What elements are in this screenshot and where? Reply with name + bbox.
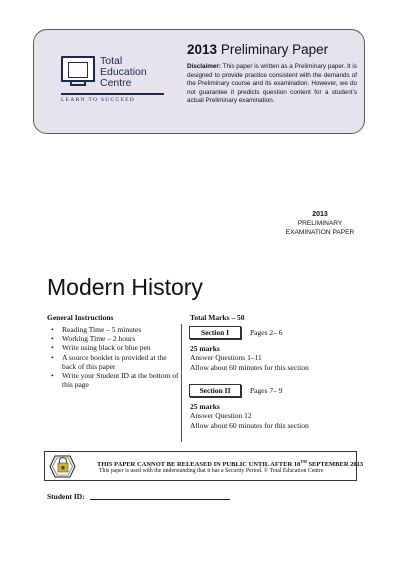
paper-title: [187, 42, 328, 57]
section-1-time: Allow about 60 minutes for this section: [190, 363, 309, 372]
section-2-pages: Pages 7– 9: [250, 386, 283, 395]
security-understanding: This paper is used with the understanding that it has a Security Period. © Total Education Centre: [99, 468, 324, 474]
paper-year: 2013: [187, 42, 218, 57]
section-1-marks: 25 marks: [190, 344, 220, 353]
logo-name-line-1: Total: [100, 55, 123, 67]
logo-name-line-2: Education: [100, 66, 147, 78]
section-2-answer: Answer Question 12: [190, 411, 252, 420]
section-1-pages: Pages 2– 6: [250, 328, 283, 337]
student-id-blank: [90, 499, 230, 500]
general-instructions-list: [51, 325, 181, 389]
security-release-notice: THIS PAPER CANNOT BE RELEASED IN PUBLIC UNTIL AFTER 18TH SEPTEMBER 2013: [97, 459, 364, 469]
subject-title: Modern History: [47, 274, 203, 300]
logo-name-line-3: Centre: [100, 77, 132, 89]
section-2-marks: 25 marks: [190, 402, 220, 411]
monitor-book-icon: [61, 56, 95, 82]
instruction-item: • Working Time – 2 hours: [51, 334, 181, 343]
logo-rule: [61, 93, 164, 95]
total-marks-title: Total Marks – 50: [190, 313, 245, 322]
logo-tagline: LEARN TO SUCCEED: [61, 97, 136, 103]
exam-line-2: EXAMINATION PAPER: [285, 229, 355, 236]
monitor-stand: [70, 82, 86, 86]
instruction-item: • Write using black or blue pen: [51, 343, 181, 352]
exam-line-1: PRELIMINARY: [297, 220, 343, 227]
disclaimer: [187, 63, 357, 106]
section-1-answer: Answer Questions 1–11: [190, 353, 262, 362]
instruction-item: • A source booklet is provided at the back of this paper: [51, 353, 181, 371]
general-instructions-title: General Instructions: [47, 313, 114, 322]
column-divider: [181, 324, 182, 442]
section-2-time: Allow about 60 minutes for this section: [190, 421, 309, 430]
disclaimer-text: This paper is written as a Preliminary paper. It is designed to provide practice consistent with the demands of the Preliminary course and its examination. However, we do not guarantee it predicts question content for a student’s actual Preliminary examination.: [187, 63, 357, 105]
instruction-item: • Reading Time – 5 minutes: [51, 325, 181, 334]
header-banner: [33, 29, 365, 134]
exam-year: 2013: [312, 211, 328, 218]
exam-info-block: [280, 210, 360, 237]
section-2-label: Section II: [189, 384, 241, 397]
section-1-label: Section I: [189, 326, 241, 339]
disclaimer-label: Disclaimer:: [187, 63, 221, 70]
student-id-label: Student ID:: [47, 492, 85, 501]
paper-type: Preliminary Paper: [220, 42, 329, 57]
instruction-item: • Write your Student ID at the bottom of this page: [51, 371, 181, 389]
security-notice: [44, 451, 364, 481]
total-education-centre-logo: [61, 56, 165, 116]
security-badge-icon: [49, 455, 76, 478]
